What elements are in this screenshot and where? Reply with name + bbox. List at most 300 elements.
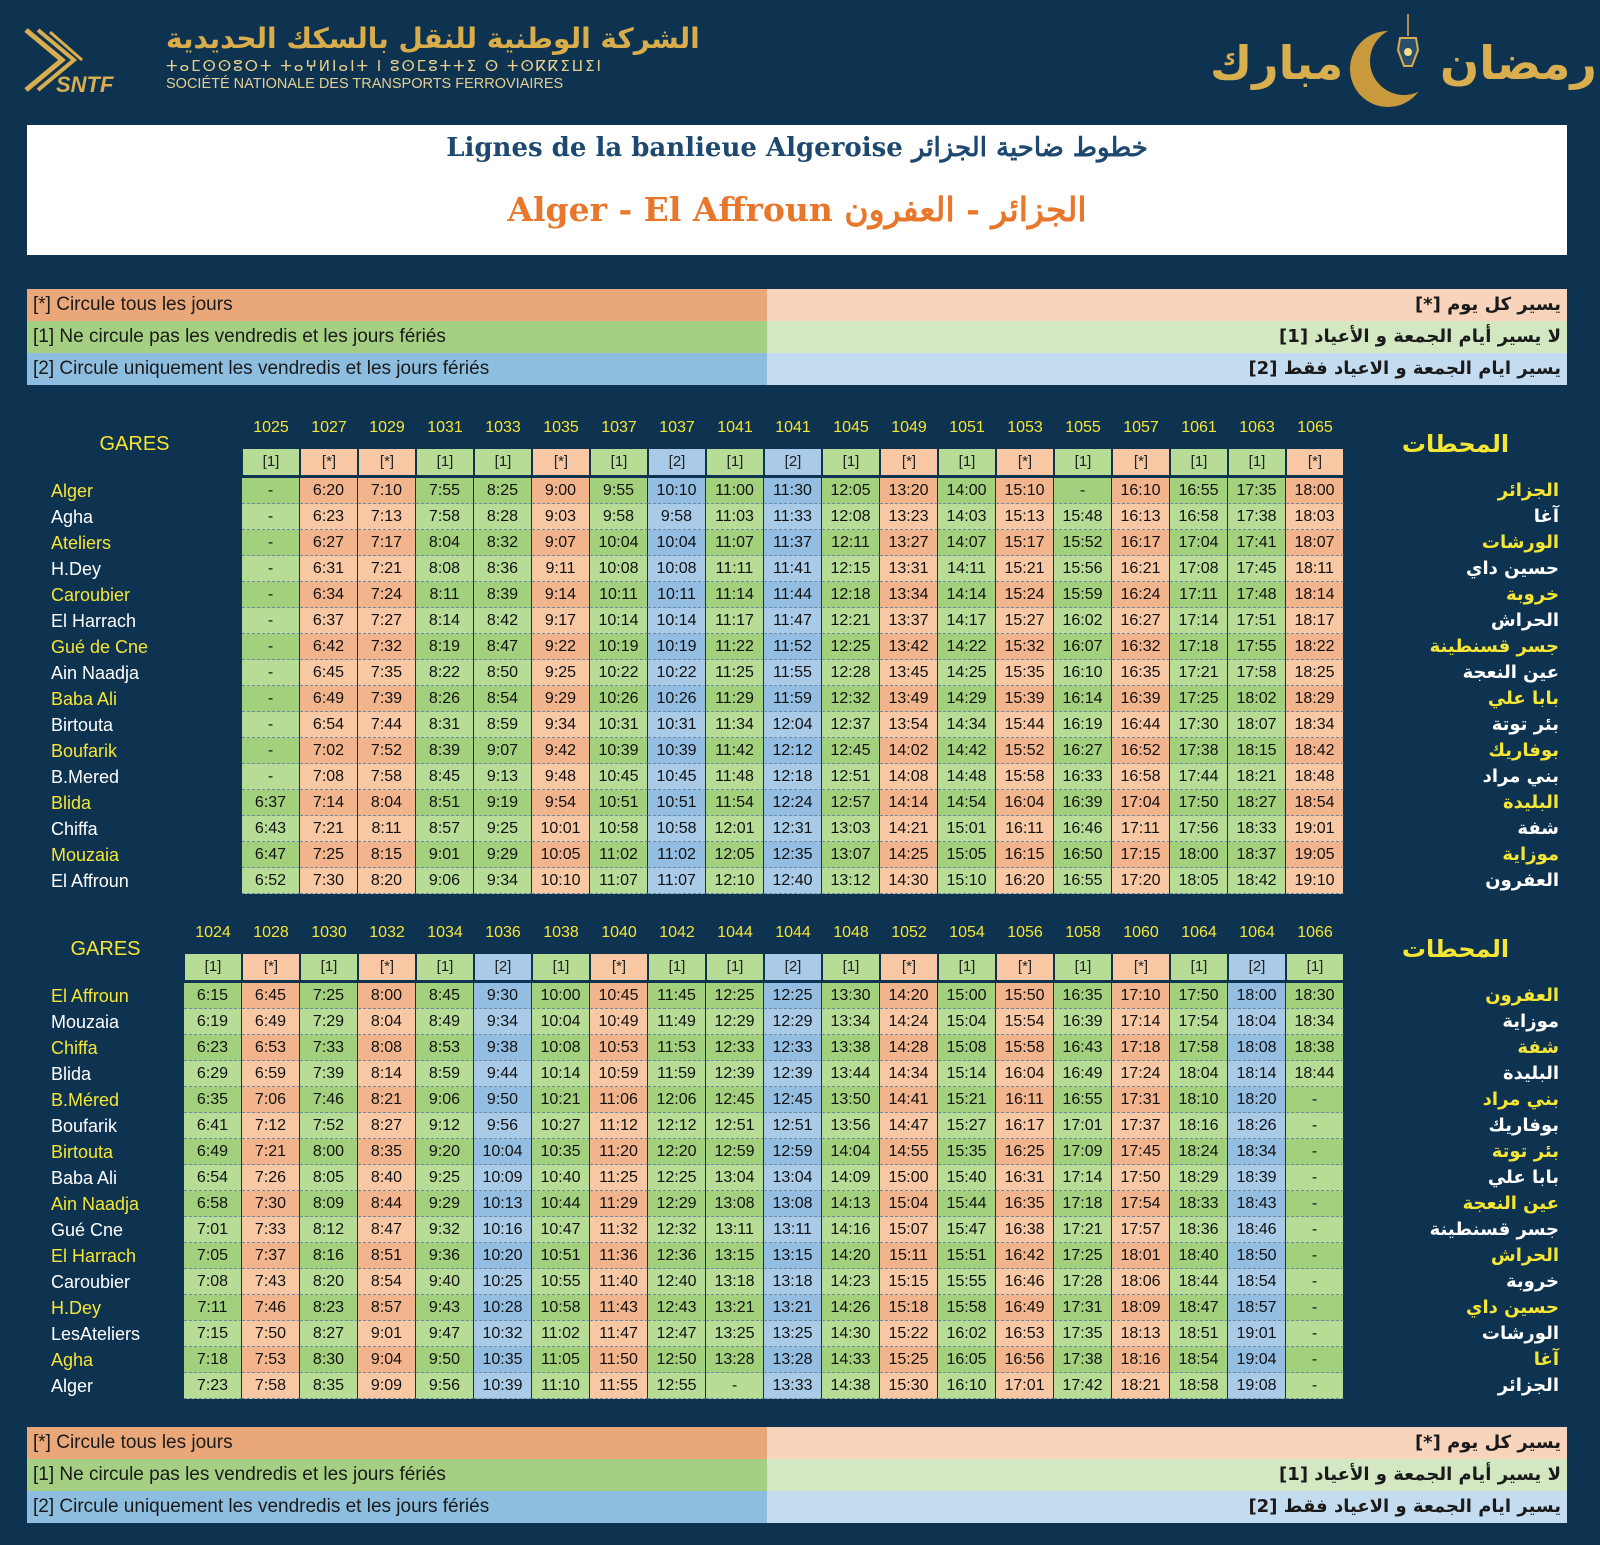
time-cell: 11:25 bbox=[590, 1165, 648, 1191]
station-name-fr: Chiffa bbox=[51, 1038, 98, 1058]
time-cell: 18:05 bbox=[1170, 868, 1228, 894]
time-cell: 17:50 bbox=[1170, 983, 1228, 1009]
table-row bbox=[27, 660, 1567, 686]
time-cell: 19:10 bbox=[1286, 868, 1344, 894]
time-cell: - bbox=[242, 608, 300, 634]
time-cell: 12:20 bbox=[648, 1139, 706, 1165]
time-cell: 14:34 bbox=[938, 712, 996, 738]
time-cell: 16:35 bbox=[1054, 983, 1112, 1009]
time-cell: 8:26 bbox=[416, 686, 474, 712]
time-cell: 14:08 bbox=[880, 764, 938, 790]
time-cell: 12:32 bbox=[822, 686, 880, 712]
station-name-ar: جسر قسنطينة bbox=[1429, 1219, 1559, 1240]
station-name-fr: H.Dey bbox=[51, 559, 102, 579]
train-code: [*] bbox=[881, 954, 937, 980]
station-name-ar: بابا علي bbox=[1487, 1167, 1559, 1188]
logo-text: SNTF bbox=[56, 72, 114, 96]
time-cell: 8:21 bbox=[358, 1087, 416, 1113]
time-cell: 11:00 bbox=[706, 478, 764, 504]
time-cell: 12:10 bbox=[706, 868, 764, 894]
time-cell: 16:13 bbox=[1112, 504, 1170, 530]
time-cell: 9:38 bbox=[474, 1035, 532, 1061]
train-code: [*] bbox=[533, 449, 589, 475]
train-code: [*] bbox=[359, 449, 415, 475]
time-cell: 11:45 bbox=[648, 983, 706, 1009]
station-name-fr: El Affroun bbox=[51, 871, 129, 891]
time-cell: 8:22 bbox=[416, 660, 474, 686]
time-cell: 14:04 bbox=[822, 1139, 880, 1165]
time-cell: 11:49 bbox=[648, 1009, 706, 1035]
time-cell: 15:27 bbox=[938, 1113, 996, 1139]
time-cell: 15:52 bbox=[996, 738, 1054, 764]
time-cell: 11:36 bbox=[590, 1243, 648, 1269]
train-code: [1] bbox=[475, 449, 531, 475]
table-row bbox=[27, 712, 1567, 738]
time-cell: 14:17 bbox=[938, 608, 996, 634]
time-cell: 16:20 bbox=[996, 868, 1054, 894]
station-name-ar: آغا bbox=[1533, 506, 1559, 527]
time-cell: 6:23 bbox=[184, 1035, 242, 1061]
table-row bbox=[27, 868, 1567, 894]
time-cell: 12:59 bbox=[706, 1139, 764, 1165]
time-cell: 12:57 bbox=[822, 790, 880, 816]
station-name-fr: Mouzaia bbox=[51, 1012, 120, 1032]
time-cell: 17:18 bbox=[1054, 1191, 1112, 1217]
time-cell: 17:44 bbox=[1170, 764, 1228, 790]
time-cell: 9:40 bbox=[416, 1269, 474, 1295]
time-cell: 7:18 bbox=[184, 1347, 242, 1373]
time-cell: 10:11 bbox=[590, 582, 648, 608]
time-cell: 7:55 bbox=[416, 478, 474, 504]
time-cell: 13:15 bbox=[764, 1243, 822, 1269]
time-cell: 17:45 bbox=[1112, 1139, 1170, 1165]
time-cell: 6:37 bbox=[300, 608, 358, 634]
station-name-ar: الحراش bbox=[1490, 610, 1559, 631]
station-name-fr: Ateliers bbox=[51, 533, 112, 553]
time-cell: 8:28 bbox=[474, 504, 532, 530]
station-name-ar: شفة bbox=[1517, 818, 1559, 839]
time-cell: 11:22 bbox=[706, 634, 764, 660]
time-cell: 11:07 bbox=[648, 868, 706, 894]
time-cell: 17:31 bbox=[1112, 1087, 1170, 1113]
station-name-fr: Boufarik bbox=[51, 1116, 118, 1136]
table-row bbox=[27, 1347, 1567, 1373]
time-cell: 15:21 bbox=[996, 556, 1054, 582]
time-cell: 11:12 bbox=[590, 1113, 648, 1139]
time-cell: 6:59 bbox=[242, 1061, 300, 1087]
train-code: [1] bbox=[417, 954, 473, 980]
time-cell: 7:08 bbox=[184, 1269, 242, 1295]
time-cell: - bbox=[1286, 1217, 1344, 1243]
time-cell: 7:39 bbox=[300, 1061, 358, 1087]
time-cell: 8:57 bbox=[416, 816, 474, 842]
time-cell: 15:44 bbox=[996, 712, 1054, 738]
station-name-fr: El Harrach bbox=[51, 1246, 137, 1266]
time-cell: 7:12 bbox=[242, 1113, 300, 1139]
time-cell: 14:34 bbox=[880, 1061, 938, 1087]
time-cell: 9:25 bbox=[532, 660, 590, 686]
station-name-ar: عين النعجة bbox=[1462, 1193, 1559, 1214]
time-cell: 17:38 bbox=[1170, 738, 1228, 764]
time-cell: 7:37 bbox=[242, 1243, 300, 1269]
train-number: 1027 bbox=[311, 419, 347, 436]
time-cell: 15:00 bbox=[880, 1165, 938, 1191]
train-code: [1] bbox=[1055, 954, 1111, 980]
time-cell: 18:46 bbox=[1228, 1217, 1286, 1243]
time-cell: 15:11 bbox=[880, 1243, 938, 1269]
sntf-logo bbox=[22, 26, 152, 96]
station-name-ar: بابا علي bbox=[1487, 688, 1559, 709]
time-cell: 8:14 bbox=[358, 1061, 416, 1087]
time-cell: 8:35 bbox=[358, 1139, 416, 1165]
station-name-ar: بني مراد bbox=[1482, 1089, 1559, 1110]
train-code: [1] bbox=[939, 954, 995, 980]
title-panel bbox=[27, 125, 1567, 255]
time-cell: 14:07 bbox=[938, 530, 996, 556]
train-number: 1057 bbox=[1123, 419, 1159, 436]
train-number: 1032 bbox=[369, 924, 405, 941]
time-cell: 14:24 bbox=[880, 1009, 938, 1035]
train-code: [*] bbox=[243, 954, 299, 980]
time-cell: 13:38 bbox=[822, 1035, 880, 1061]
time-cell: 6:58 bbox=[184, 1191, 242, 1217]
train-code: [1] bbox=[533, 954, 589, 980]
station-name-fr: H.Dey bbox=[51, 1298, 102, 1318]
time-cell: 10:22 bbox=[648, 660, 706, 686]
time-cell: 16:11 bbox=[996, 1087, 1054, 1113]
train-number: 1048 bbox=[833, 924, 869, 941]
time-cell: 10:01 bbox=[532, 816, 590, 842]
time-cell: 12:28 bbox=[822, 660, 880, 686]
time-cell: 10:26 bbox=[648, 686, 706, 712]
time-cell: 10:04 bbox=[648, 530, 706, 556]
time-cell: 16:39 bbox=[1112, 686, 1170, 712]
time-cell: 14:41 bbox=[880, 1087, 938, 1113]
time-cell: 11:14 bbox=[706, 582, 764, 608]
legend-row-daily bbox=[27, 289, 1567, 321]
time-cell: 8:09 bbox=[300, 1191, 358, 1217]
time-cell: 14:13 bbox=[822, 1191, 880, 1217]
time-cell: 13:11 bbox=[764, 1217, 822, 1243]
station-name-ar: حسين داي bbox=[1465, 1297, 1559, 1318]
time-cell: 8:08 bbox=[358, 1035, 416, 1061]
time-cell: 8:00 bbox=[358, 983, 416, 1009]
time-cell: 12:12 bbox=[648, 1113, 706, 1139]
time-cell: - bbox=[1286, 1087, 1344, 1113]
time-cell: 16:38 bbox=[996, 1217, 1054, 1243]
time-cell: 7:52 bbox=[300, 1113, 358, 1139]
time-cell: 17:42 bbox=[1054, 1373, 1112, 1399]
time-cell: 17:38 bbox=[1054, 1347, 1112, 1373]
time-cell: 7:21 bbox=[358, 556, 416, 582]
time-cell: 11:29 bbox=[706, 686, 764, 712]
time-cell: 19:04 bbox=[1228, 1347, 1286, 1373]
time-cell: 14:14 bbox=[880, 790, 938, 816]
time-cell: 8:15 bbox=[358, 842, 416, 868]
time-cell: 12:59 bbox=[764, 1139, 822, 1165]
time-cell: 12:33 bbox=[706, 1035, 764, 1061]
time-cell: 8:32 bbox=[474, 530, 532, 556]
train-number: 1037 bbox=[659, 419, 695, 436]
time-cell: 8:16 bbox=[300, 1243, 358, 1269]
time-cell: 10:21 bbox=[532, 1087, 590, 1113]
time-cell: 15:25 bbox=[880, 1347, 938, 1373]
time-cell: 18:06 bbox=[1112, 1269, 1170, 1295]
train-number: 1053 bbox=[1007, 419, 1043, 436]
time-cell: 7:01 bbox=[184, 1217, 242, 1243]
time-cell: 11:34 bbox=[706, 712, 764, 738]
time-cell: 13:49 bbox=[880, 686, 938, 712]
time-cell: 9:17 bbox=[532, 608, 590, 634]
time-cell: 17:31 bbox=[1054, 1295, 1112, 1321]
time-cell: 9:07 bbox=[474, 738, 532, 764]
time-cell: 6:37 bbox=[242, 790, 300, 816]
time-cell: 8:04 bbox=[416, 530, 474, 556]
time-cell: 13:28 bbox=[706, 1347, 764, 1373]
time-cell: 8:54 bbox=[358, 1269, 416, 1295]
table-row bbox=[27, 1165, 1567, 1191]
train-number: 1063 bbox=[1239, 419, 1275, 436]
time-cell: 8:47 bbox=[358, 1217, 416, 1243]
time-cell: 18:54 bbox=[1170, 1347, 1228, 1373]
legend-ar: لا يسير أيام الجمعة و الأعياد [1] bbox=[767, 1459, 1567, 1491]
train-number: 1038 bbox=[543, 924, 579, 941]
time-cell: 15:58 bbox=[996, 764, 1054, 790]
train-number: 1052 bbox=[891, 924, 927, 941]
time-cell: 7:30 bbox=[242, 1191, 300, 1217]
time-cell: 17:25 bbox=[1170, 686, 1228, 712]
time-cell: 8:59 bbox=[416, 1061, 474, 1087]
time-cell: 9:09 bbox=[358, 1373, 416, 1399]
time-cell: 15:59 bbox=[1054, 582, 1112, 608]
time-cell: 15:18 bbox=[880, 1295, 938, 1321]
time-cell: 11:44 bbox=[764, 582, 822, 608]
train-code: [*] bbox=[997, 954, 1053, 980]
time-cell: 10:51 bbox=[648, 790, 706, 816]
time-cell: 9:54 bbox=[532, 790, 590, 816]
time-cell: 16:17 bbox=[1112, 530, 1170, 556]
time-cell: 14:23 bbox=[822, 1269, 880, 1295]
time-cell: 14:20 bbox=[822, 1243, 880, 1269]
train-code: [*] bbox=[997, 449, 1053, 475]
station-name-ar: الحراش bbox=[1490, 1245, 1559, 1266]
time-cell: 6:15 bbox=[184, 983, 242, 1009]
time-cell: 18:07 bbox=[1286, 530, 1344, 556]
time-cell: 13:27 bbox=[880, 530, 938, 556]
time-cell: 10:27 bbox=[532, 1113, 590, 1139]
time-cell: 8:51 bbox=[416, 790, 474, 816]
time-cell: 18:47 bbox=[1170, 1295, 1228, 1321]
time-cell: 12:51 bbox=[706, 1113, 764, 1139]
time-cell: 11:59 bbox=[764, 686, 822, 712]
time-cell: 15:10 bbox=[996, 478, 1054, 504]
table-row bbox=[27, 764, 1567, 790]
time-cell: 14:28 bbox=[880, 1035, 938, 1061]
train-code: [1] bbox=[823, 954, 879, 980]
station-name-ar: الجزائر bbox=[1497, 1375, 1559, 1396]
train-code: [1] bbox=[1055, 449, 1111, 475]
time-cell: 17:54 bbox=[1112, 1191, 1170, 1217]
station-name-fr: Agha bbox=[51, 1350, 94, 1370]
time-cell: 10:13 bbox=[474, 1191, 532, 1217]
time-cell: 18:01 bbox=[1112, 1243, 1170, 1269]
train-number: 1037 bbox=[601, 419, 637, 436]
time-cell: 9:43 bbox=[416, 1295, 474, 1321]
time-cell: 6:45 bbox=[300, 660, 358, 686]
time-cell: 13:15 bbox=[706, 1243, 764, 1269]
station-name-ar: العفرون bbox=[1485, 870, 1559, 891]
time-cell: 15:58 bbox=[938, 1295, 996, 1321]
time-cell: 10:47 bbox=[532, 1217, 590, 1243]
time-cell: 12:01 bbox=[706, 816, 764, 842]
time-cell: 15:21 bbox=[938, 1087, 996, 1113]
time-cell: 12:36 bbox=[648, 1243, 706, 1269]
time-cell: 15:52 bbox=[1054, 530, 1112, 556]
time-cell: 7:58 bbox=[242, 1373, 300, 1399]
time-cell: 11:25 bbox=[706, 660, 764, 686]
time-cell: 8:47 bbox=[474, 634, 532, 660]
time-cell: 8:57 bbox=[358, 1295, 416, 1321]
station-name-fr: Baba Ali bbox=[51, 1168, 118, 1188]
time-cell: 10:10 bbox=[532, 868, 590, 894]
legend-row-holidays bbox=[27, 1491, 1567, 1523]
station-name-ar: العفرون bbox=[1485, 985, 1559, 1006]
train-code: [1] bbox=[707, 449, 763, 475]
time-cell: 16:44 bbox=[1112, 712, 1170, 738]
time-cell: 18:08 bbox=[1228, 1035, 1286, 1061]
station-name-ar: شفة bbox=[1517, 1037, 1559, 1058]
time-cell: - bbox=[242, 504, 300, 530]
station-name-ar: بئر توتة bbox=[1491, 1141, 1559, 1162]
time-cell: - bbox=[242, 660, 300, 686]
time-cell: 7:35 bbox=[358, 660, 416, 686]
train-number: 1029 bbox=[369, 419, 405, 436]
time-cell: 16:17 bbox=[996, 1113, 1054, 1139]
time-cell: 8:12 bbox=[300, 1217, 358, 1243]
time-cell: - bbox=[1286, 1347, 1344, 1373]
time-cell: 18:37 bbox=[1228, 842, 1286, 868]
time-cell: 11:53 bbox=[648, 1035, 706, 1061]
time-cell: 10:09 bbox=[474, 1165, 532, 1191]
time-cell: 11:40 bbox=[590, 1269, 648, 1295]
time-cell: 10:22 bbox=[590, 660, 648, 686]
train-number: 1024 bbox=[195, 924, 231, 941]
time-cell: 9:29 bbox=[474, 842, 532, 868]
time-cell: 11:52 bbox=[764, 634, 822, 660]
brand-name-tifinagh: ⵜⴰⵎⵙⵙⵓⵔⵜ ⵜⴰⵖⵍⵏⴰⵏⵜ ⵏ ⵓⵙⵎⵓⵜⵜⵉ ⵙ ⵜⵙⴽⴽⵉⵡⵉⵏ bbox=[166, 57, 603, 75]
line-title: Alger - El Affroun الجزائر - العفرون bbox=[507, 190, 1087, 229]
legend-row-holidays bbox=[27, 353, 1567, 385]
time-cell: 7:24 bbox=[358, 582, 416, 608]
time-cell: 11:02 bbox=[532, 1321, 590, 1347]
time-cell: 17:14 bbox=[1112, 1009, 1170, 1035]
train-code: [1] bbox=[707, 954, 763, 980]
time-cell: 15:39 bbox=[996, 686, 1054, 712]
train-number: 1064 bbox=[1181, 924, 1217, 941]
time-cell: 10:40 bbox=[532, 1165, 590, 1191]
time-cell: 16:49 bbox=[1054, 1061, 1112, 1087]
station-name-fr: El Affroun bbox=[51, 986, 129, 1006]
train-code: [1] bbox=[417, 449, 473, 475]
time-cell: 17:51 bbox=[1228, 608, 1286, 634]
time-cell: 12:25 bbox=[822, 634, 880, 660]
time-cell: 15:07 bbox=[880, 1217, 938, 1243]
time-cell: 6:42 bbox=[300, 634, 358, 660]
time-cell: 16:35 bbox=[1112, 660, 1170, 686]
time-cell: 13:11 bbox=[706, 1217, 764, 1243]
legend-row-weekdays bbox=[27, 1459, 1567, 1491]
time-cell: 12:33 bbox=[764, 1035, 822, 1061]
time-cell: 9:34 bbox=[474, 1009, 532, 1035]
station-name-fr: LesAteliers bbox=[51, 1324, 141, 1344]
time-cell: 8:50 bbox=[474, 660, 532, 686]
table-row bbox=[27, 790, 1567, 816]
train-number: 1060 bbox=[1123, 924, 1159, 941]
time-cell: 12:39 bbox=[764, 1061, 822, 1087]
table-row bbox=[27, 738, 1567, 764]
time-cell: 11:32 bbox=[590, 1217, 648, 1243]
time-cell: 12:06 bbox=[648, 1087, 706, 1113]
train-number: 1054 bbox=[949, 924, 985, 941]
time-cell: 18:17 bbox=[1286, 608, 1344, 634]
time-cell: 8:36 bbox=[474, 556, 532, 582]
time-cell: 8:23 bbox=[300, 1295, 358, 1321]
time-cell: - bbox=[242, 712, 300, 738]
time-cell: 10:19 bbox=[590, 634, 648, 660]
station-name-ar: بوفاريك bbox=[1488, 740, 1559, 761]
station-name-fr: Baba Ali bbox=[51, 689, 118, 709]
station-name-ar: البليدة bbox=[1503, 1063, 1559, 1084]
time-cell: 6:54 bbox=[184, 1165, 242, 1191]
table-row bbox=[27, 1191, 1567, 1217]
time-cell: 17:58 bbox=[1228, 660, 1286, 686]
time-cell: 10:14 bbox=[590, 608, 648, 634]
time-cell: 9:19 bbox=[474, 790, 532, 816]
time-cell: 13:25 bbox=[706, 1321, 764, 1347]
time-cell: 18:21 bbox=[1112, 1373, 1170, 1399]
time-cell: 7:44 bbox=[358, 712, 416, 738]
station-name-ar: عين النعجة bbox=[1462, 662, 1559, 683]
time-cell: 7:21 bbox=[300, 816, 358, 842]
time-cell: 10:44 bbox=[532, 1191, 590, 1217]
time-cell: 11:55 bbox=[590, 1373, 648, 1399]
page-title: Lignes de la banlieue Algeroise خطوط ضاحية الجزائر bbox=[446, 133, 1148, 163]
crescent-lantern-icon bbox=[1346, 14, 1436, 114]
time-cell: 10:32 bbox=[474, 1321, 532, 1347]
time-cell: 14:42 bbox=[938, 738, 996, 764]
time-cell: 18:34 bbox=[1286, 1009, 1344, 1035]
time-cell: 8:35 bbox=[300, 1373, 358, 1399]
train-code: [1] bbox=[1171, 954, 1227, 980]
time-cell: 17:21 bbox=[1170, 660, 1228, 686]
time-cell: 17:38 bbox=[1228, 504, 1286, 530]
time-cell: 19:05 bbox=[1286, 842, 1344, 868]
time-cell: 13:03 bbox=[822, 816, 880, 842]
train-code: [1] bbox=[591, 449, 647, 475]
time-cell: 10:35 bbox=[532, 1139, 590, 1165]
time-cell: 10:08 bbox=[590, 556, 648, 582]
time-cell: 15:54 bbox=[996, 1009, 1054, 1035]
time-cell: 12:18 bbox=[764, 764, 822, 790]
time-cell: 18:14 bbox=[1286, 582, 1344, 608]
time-cell: 18:22 bbox=[1286, 634, 1344, 660]
time-cell: - bbox=[1286, 1113, 1344, 1139]
time-cell: 10:04 bbox=[532, 1009, 590, 1035]
time-cell: 18:44 bbox=[1286, 1061, 1344, 1087]
time-cell: 12:45 bbox=[706, 1087, 764, 1113]
brand-name-ar: الشركة الوطنية للنقل بالسكك الحديدية bbox=[166, 22, 700, 55]
time-cell: 10:53 bbox=[590, 1035, 648, 1061]
